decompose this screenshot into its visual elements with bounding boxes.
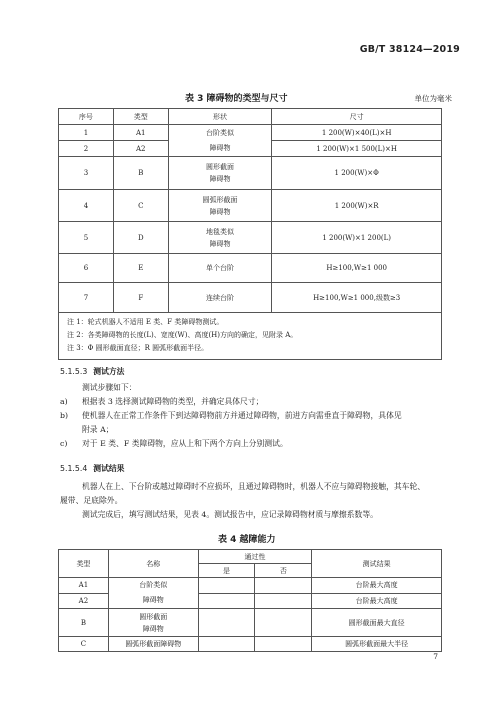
paragraph-line: 机器人在上、下台阶或越过障碍时不应损坏，且通过障碍物时，机器人不应与障碍物接触，其车轮、: [82, 482, 426, 491]
table4-caption: 表 4 越障能力: [218, 535, 276, 545]
cell-yes: [198, 637, 255, 652]
table-row: [59, 190, 442, 222]
cell-no: 5: [59, 222, 114, 254]
cell-type: D: [113, 222, 168, 254]
cell-shape: 连续台阶: [168, 283, 272, 313]
list-text: 对于 E 类、F 类障碍物，应从上和下两个方向上分别测试。: [82, 439, 288, 448]
cell-shape: 地毯类似 障碍物: [168, 222, 272, 254]
cell-no: 6: [59, 254, 114, 283]
cell-type: C: [113, 190, 168, 222]
section-title: 测试方法: [93, 367, 125, 376]
obstacle-crossing-table: [58, 549, 442, 652]
table-row: [59, 254, 442, 283]
test-steps-intro: 测试步骤如下：: [82, 383, 137, 392]
cell-shape: 台阶类似 障碍物: [168, 125, 272, 157]
col-header-result: 测试结果: [312, 550, 442, 578]
cell-shape: 单个台阶: [168, 254, 272, 283]
list-label: b): [60, 411, 69, 420]
cell-type: C: [59, 637, 109, 652]
cell-no: [255, 637, 312, 652]
section-heading-test-method: [60, 366, 124, 377]
cell-result: 圆形截面最大直径: [312, 609, 442, 637]
standard-number: GB/T 38124—2019: [359, 44, 460, 55]
list-item-continuation: 附录 A；: [82, 425, 114, 434]
paragraph-line: 测试完成后，填写测试结果，见表 4。测试报告中，应记录障碍物材质与摩擦系数等。: [82, 510, 378, 519]
table-row: [59, 637, 442, 652]
list-text: 使机器人在正常工作条件下到达障碍物前方并通过障碍物，前进方向需垂直于障碍物，具体见: [82, 411, 402, 420]
note-1: 注 1：轮式机器人不适用 E 类、F 类障碍物测试。: [67, 318, 224, 326]
cell-no: [255, 593, 312, 609]
list-text: 根据表 3 选择测试障碍物的类型，并确定具体尺寸；: [82, 397, 264, 406]
cell-type: B: [113, 157, 168, 190]
cell-type: A2: [59, 593, 109, 609]
cell-size: H≥100,W≥1 000,级数≥3: [272, 283, 442, 313]
section-number: 5.1.5.3: [60, 367, 88, 376]
col-header-size: 尺寸: [272, 109, 442, 125]
col-header-no: 序号: [59, 109, 114, 125]
table3-caption: 表 3 障碍物的类型与尺寸: [185, 94, 288, 104]
paragraph-line: 履带、足底除外。: [60, 496, 123, 505]
col-header-type: 类型: [59, 550, 109, 578]
test-steps-list: [60, 395, 450, 451]
section-heading-test-results: [60, 463, 124, 474]
note-2: 注 2：各类障碍物的长度(L)、宽度(W)、高度(H)方向的确定，见附录 A。: [67, 331, 298, 339]
cell-type: E: [113, 254, 168, 283]
cell-shape: 圆形截面 障碍物: [168, 157, 272, 190]
table-row: [59, 125, 442, 141]
col-header-no: 否: [255, 564, 312, 578]
table-notes: [59, 313, 442, 360]
cell-no: [255, 578, 312, 594]
cell-size: 1 200(W)×R: [272, 190, 442, 222]
col-header-pass: 通过性: [198, 550, 312, 564]
col-header-yes: 是: [198, 564, 255, 578]
cell-type: F: [113, 283, 168, 313]
cell-no: 3: [59, 157, 114, 190]
list-label: a): [60, 397, 68, 406]
list-item: [60, 409, 450, 423]
cell-name: 圆弧形截面障碍物: [108, 637, 198, 652]
cell-yes: [198, 593, 255, 609]
list-item: [60, 437, 450, 451]
list-item: [60, 395, 450, 409]
cell-yes: [198, 609, 255, 637]
cell-type: A1: [59, 578, 109, 594]
cell-no: [255, 609, 312, 637]
section-title: 测试结果: [93, 464, 125, 473]
cell-no: 2: [59, 141, 114, 157]
cell-result: 台阶最大高度: [312, 578, 442, 594]
section-number: 5.1.5.4: [60, 464, 88, 473]
table-header-row: [59, 550, 442, 564]
page-number: 7: [433, 652, 438, 661]
results-paragraph: [60, 480, 452, 522]
col-header-shape: 形状: [168, 109, 272, 125]
col-header-name: 名称: [108, 550, 198, 578]
cell-no: 1: [59, 125, 114, 141]
cell-result: 圆弧形截面最大半径: [312, 637, 442, 652]
cell-size: 1 200(W)×1 200(L): [272, 222, 442, 254]
list-label: c): [60, 439, 68, 448]
cell-size: 1 200(W)×1 500(L)×H: [272, 141, 442, 157]
cell-size: 1 200(W)×40(L)×H: [272, 125, 442, 141]
table-row: [59, 283, 442, 313]
cell-yes: [198, 578, 255, 594]
cell-no: 4: [59, 190, 114, 222]
cell-name: 圆形截面 障碍物: [108, 609, 198, 637]
table3-unit: 单位为毫米: [414, 94, 452, 103]
cell-result: 台阶最大高度: [312, 593, 442, 609]
cell-type: A1: [113, 125, 168, 141]
table-row: [59, 609, 442, 637]
cell-shape: 圆弧形截面 障碍物: [168, 190, 272, 222]
cell-type: A2: [113, 141, 168, 157]
cell-type: B: [59, 609, 109, 637]
cell-size: H≥100,W≥1 000: [272, 254, 442, 283]
table-row: [59, 578, 442, 594]
col-header-type: 类型: [113, 109, 168, 125]
table-row: [59, 222, 442, 254]
table-row: [59, 157, 442, 190]
note-3: 注 3：Φ 圆形截面直径；R 圆弧形截面半径。: [67, 344, 209, 352]
obstacle-table: [58, 108, 442, 360]
table-header-row: [59, 109, 442, 125]
cell-name: 台阶类似 障碍物: [108, 578, 198, 609]
cell-size: 1 200(W)×Φ: [272, 157, 442, 190]
cell-no: 7: [59, 283, 114, 313]
